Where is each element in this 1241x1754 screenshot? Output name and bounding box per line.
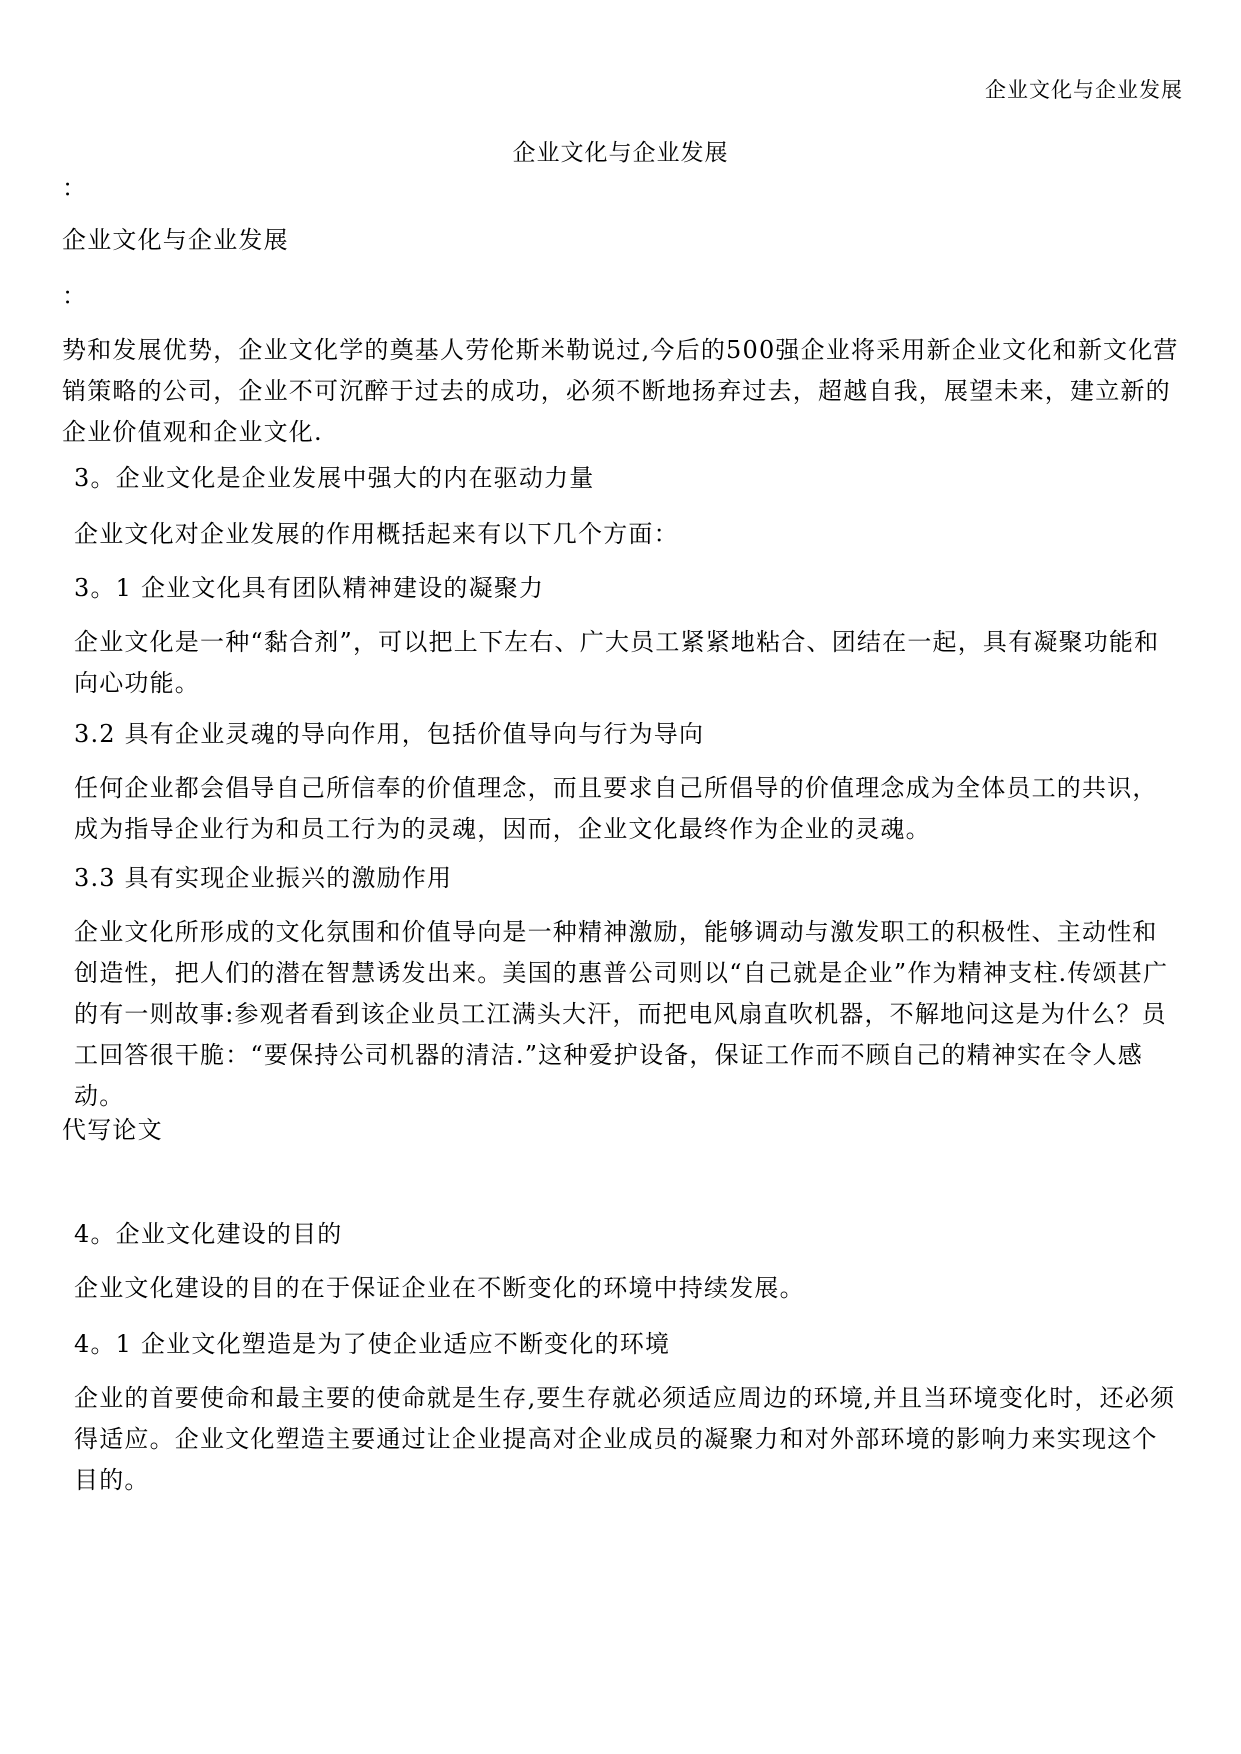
heading-3-1: 3。1 企业文化具有团队精神建设的凝聚力 <box>74 574 545 602</box>
heading-4-1: 4。1 企业文化塑造是为了使企业适应不断变化的环境 <box>74 1330 671 1358</box>
paragraph-subtitle: 企业文化与企业发展 <box>62 226 289 254</box>
paragraph-ghostwriting: 代写论文 <box>62 1116 163 1144</box>
heading-4: 4。企业文化建设的目的 <box>74 1220 343 1248</box>
running-header: 企业文化与企业发展 <box>985 78 1183 102</box>
paragraph-colon-2: ： <box>62 282 88 310</box>
heading-3-3: 3.3 具有实现企业振兴的激励作用 <box>74 864 453 892</box>
paragraph-colon-1: ： <box>62 174 88 202</box>
heading-3-2: 3.2 具有企业灵魂的导向作用，包括价值导向与行为导向 <box>74 720 705 748</box>
paragraph-4-1: 企业的首要使命和最主要的使命就是生存,要生存就必须适应周边的环境,并且当环境变化时，还必须得适应。企业文化塑造主要通过让企业提高对企业成员的凝聚力和对外部环境的影响力来实现这个目的。 <box>74 1384 1176 1494</box>
paragraph-3-2: 任何企业都会倡导自己所信奉的价值理念，而且要求自己所倡导的价值理念成为全体员工的共识，成为指导企业行为和员工行为的灵魂，因而，企业文化最终作为企业的灵魂。 <box>74 774 1158 843</box>
paragraph-3-intro: 企业文化对企业发展的作用概括起来有以下几个方面： <box>74 520 679 548</box>
paragraph-3-3: 企业文化所形成的文化氛围和价值导向是一种精神激励，能够调动与激发职工的积极性、主动性和创造性，把人们的潜在智慧诱发出来。美国的惠普公司则以“自己就是企业”作为精神支柱.传颂甚广的有一则故事:参观者看到该企业员工江满头大汗，而把电风扇直吹机器，不解地问这是为什么？员工回答很干脆：“要保持公司机器的清洁.”这种爱护设备，保证工作而不顾自己的精神实在令人感动。 <box>74 918 1169 1110</box>
paragraph-4-intro: 企业文化建设的目的在于保证企业在不断变化的环境中持续发展。 <box>74 1274 805 1302</box>
heading-3: 3。企业文化是企业发展中强大的内在驱动力量 <box>74 464 595 492</box>
document-title: 企业文化与企业发展 <box>512 140 729 166</box>
paragraph-3-1: 企业文化是一种“黏合剂”，可以把上下左右、广大员工紧紧地粘合、团结在一起，具有凝聚功能和向心功能。 <box>74 628 1160 697</box>
paragraph-intro: 势和发展优势，企业文化学的奠基人劳伦斯米勒说过,今后的500强企业将采用新企业文化和新文化营销策略的公司，企业不可沉醉于过去的成功，必须不断地扬弃过去，超越自我，展望未来，建立新的企业价值观和企业文化. <box>62 336 1179 446</box>
